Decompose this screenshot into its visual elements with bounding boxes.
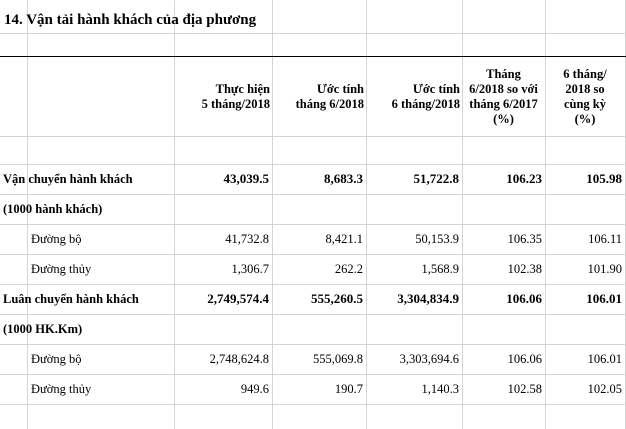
header-line: 2018 so <box>565 82 605 96</box>
header-line: 6/2018 so với <box>469 82 538 96</box>
grid-line <box>0 136 626 137</box>
grid-line <box>0 404 626 405</box>
table-row <box>0 284 626 314</box>
cell-value: 1,568.9 <box>421 262 459 276</box>
row-label: Đường bộ <box>31 232 82 246</box>
cell-value: 555,260.5 <box>311 291 363 306</box>
header-border-top <box>0 56 626 57</box>
table-row <box>0 194 626 224</box>
header-line: 5 tháng/2018 <box>201 97 270 111</box>
cell-value: 2,749,574.4 <box>207 291 269 306</box>
cell-value: 102.05 <box>587 382 622 396</box>
unit-label: (1000 HK.Km) <box>3 322 83 336</box>
cell-value: 106.23 <box>506 171 542 186</box>
cell-value: 51,722.8 <box>413 171 459 186</box>
column-header-6-months-estimate <box>366 58 460 136</box>
row-label: Đường thủy <box>31 382 92 396</box>
cell-value: 106.06 <box>507 352 542 366</box>
cell-value: 106.01 <box>587 352 622 366</box>
header-line: cùng kỳ <box>563 97 606 111</box>
cell-value: 949.6 <box>240 382 269 396</box>
row-label: Luân chuyển hành khách <box>3 292 139 306</box>
table-row <box>0 314 626 344</box>
table-row <box>0 254 626 284</box>
header-line: tháng 6/2018 <box>295 97 364 111</box>
cell-value: 105.98 <box>586 171 622 186</box>
header-line: Thực hiện <box>215 82 270 96</box>
cell-value: 50,153.9 <box>415 232 459 246</box>
cell-value: 106.35 <box>507 232 542 246</box>
header-line: Ước tính <box>412 82 460 96</box>
cell-value: 101.90 <box>587 262 622 276</box>
row-label: Vận chuyển hành khách <box>3 172 133 186</box>
header-line: Ước tính <box>316 82 364 96</box>
column-header-june-yoy <box>462 58 545 136</box>
header-line: tháng 6/2017 <box>469 97 538 111</box>
table-title: 14. Vận tải hành khách của địa phương <box>4 12 257 28</box>
cell-value: 1,306.7 <box>231 262 269 276</box>
cell-value: 3,304,834.9 <box>397 291 459 306</box>
cell-value: 262.2 <box>334 262 363 276</box>
header-line: (%) <box>574 112 596 126</box>
cell-value: 1,140.3 <box>421 382 459 396</box>
cell-value: 106.11 <box>588 232 622 246</box>
cell-value: 555,069.8 <box>313 352 363 366</box>
grid-line <box>0 33 626 34</box>
table-row <box>0 224 626 254</box>
header-line: 6 tháng/ <box>563 67 607 81</box>
header-line: (%) <box>493 112 514 126</box>
table-row <box>0 344 626 374</box>
cell-value: 102.38 <box>507 262 542 276</box>
row-label: Đường bộ <box>31 352 82 366</box>
header-line: 6 tháng/2018 <box>391 97 460 111</box>
cell-value: 2,748,624.8 <box>209 352 269 366</box>
cell-value: 43,039.5 <box>223 171 269 186</box>
cell-value: 8,683.3 <box>324 171 363 186</box>
cell-value: 41,732.8 <box>225 232 269 246</box>
column-header-june-estimate <box>272 58 364 136</box>
column-header-6-months-yoy <box>545 58 625 136</box>
table-row <box>0 164 626 194</box>
cell-value: 3,303,694.6 <box>399 352 459 366</box>
row-label: Đường thủy <box>31 262 92 276</box>
header-line: Tháng <box>486 67 521 81</box>
cell-value: 106.06 <box>506 291 542 306</box>
cell-value: 102.58 <box>507 382 542 396</box>
table-row <box>0 374 626 404</box>
cell-value: 8,421.1 <box>325 232 363 246</box>
cell-value: 190.7 <box>334 382 363 396</box>
cell-value: 106.01 <box>586 291 622 306</box>
column-header-5-months <box>174 58 270 136</box>
unit-label: (1000 hành khách) <box>3 202 103 216</box>
